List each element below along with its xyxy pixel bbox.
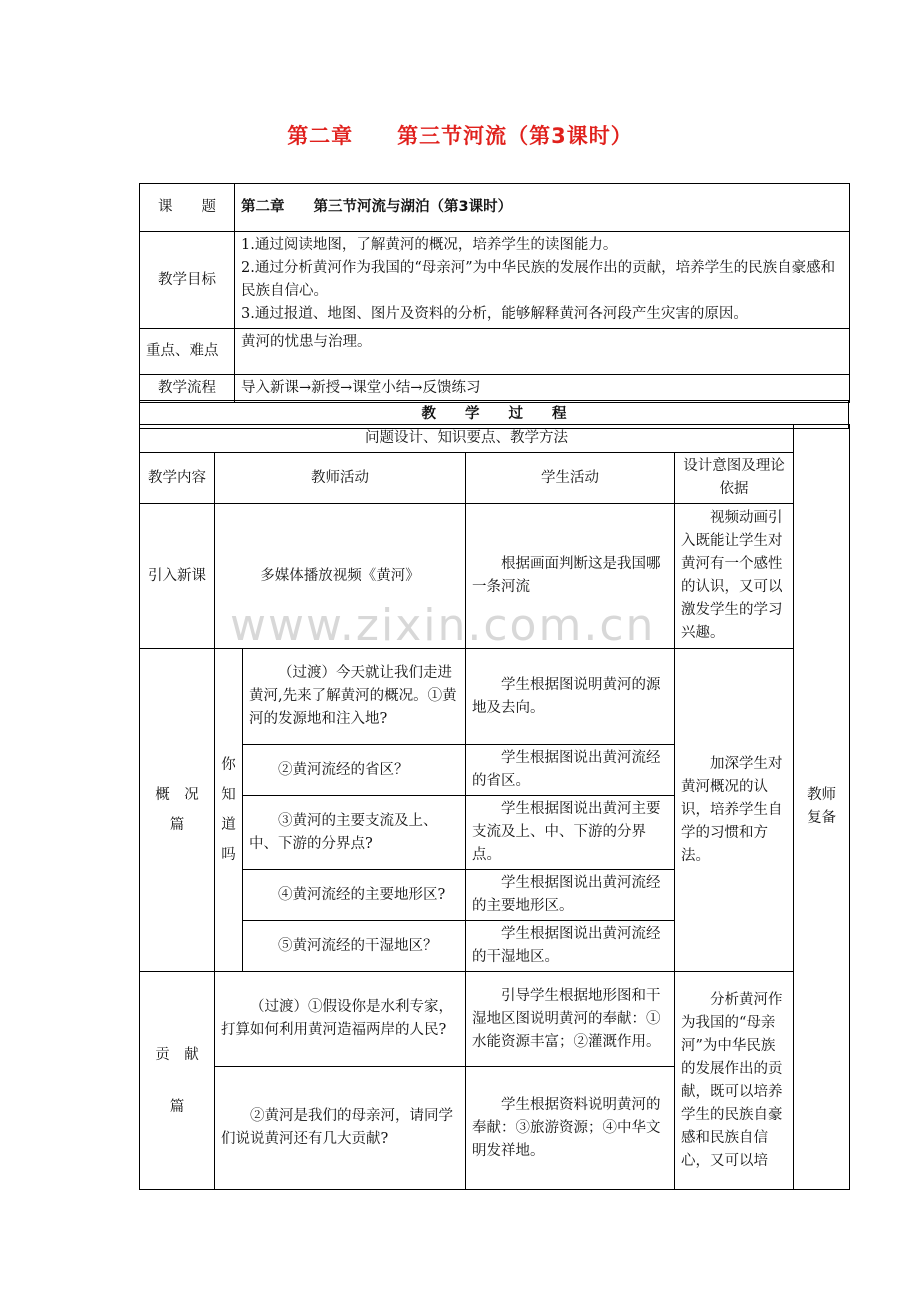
intro-design: 视频动画引入既能让学生对黄河有一个感性的认识，又可以激发学生的学习兴趣。 [675,504,794,649]
overview-student-4: 学生根据图说出黄河流经的主要地形区。 [466,870,675,921]
watermark: www.zixin.com.cn [230,600,656,651]
overview-student-3: 学生根据图说出黄河主要支流及上、中、下游的分界点。 [466,796,675,870]
overview-student-5: 学生根据图说出黄河流经的干湿地区。 [466,921,675,972]
contribution-teacher-2: ②黄河是我们的母亲河，请同学们说说黄河还有几大贡献? [215,1067,466,1190]
overview-teacher-2: ②黄河流经的省区？ [243,745,466,796]
col-design-header: 设计意图及理论依据 [675,453,794,504]
overview-teacher-5: ⑤黄河流经的干湿地区？ [243,921,466,972]
goals-cell [235,232,850,329]
process-heading: 教 学 过 程 [140,401,849,429]
flow-label: 教学流程 [140,375,235,403]
overview-student-1: 学生根据图说明黄河的源地及去向。 [466,649,675,745]
process-table [139,424,850,1190]
goal-1: 1.通过阅读地图，了解黄河的概况，培养学生的读图能力。 [241,237,618,253]
overview-student-2: 学生根据图说出黄河流经的省区。 [466,745,675,796]
flow-value: 导入新课→新授→课堂小结→反馈练习 [235,375,850,403]
overview-label: 概 况 篇 [140,649,215,972]
overview-teacher-4: ④黄河流经的主要地形区? [243,870,466,921]
intro-label: 引入新课 [140,504,215,649]
topic-label: 课 题 [140,184,235,232]
contribution-teacher-1: （过渡）①假设你是水利专家，打算如何利用黄河造福两岸的人民? [215,972,466,1067]
col-content-header: 教学内容 [140,453,215,504]
document-title: 第二章 第三节河流（第3课时） [287,124,633,148]
process-subheading: 问题设计、知识要点、教学方法 [140,425,794,453]
intro-student: 根据画面判断这是我国哪一条河流 [466,504,675,649]
topic-value: 第二章 第三节河流与湖泊（第3课时） [235,184,850,232]
overview-teacher-1: （过渡）今天就让我们走进黄河,先来了解黄河的概况。①黄河的发源地和注入地? [243,649,466,745]
contribution-label: 贡 献 篇 [140,972,215,1190]
overview-sub-label: 你知道吗 [215,649,243,972]
key-value: 黄河的忧患与治理。 [235,329,850,375]
teacher-review-note: 教师复备 [794,425,850,1190]
contribution-student-2: 学生根据资料说明黄河的奉献：③旅游资源；④中华文明发祥地。 [466,1067,675,1190]
contribution-student-1: 引导学生根据地形图和干湿地区图说明黄河的奉献：①水能资源丰富；②灌溉作用。 [466,972,675,1067]
contribution-design: 分析黄河作为我国的“母亲河”为中华民族的发展作出的贡献，既可以培养学生的民族自豪感和民族自信心，又可以培 [675,972,794,1190]
overview-teacher-3: ③黄河的主要支流及上、中、下游的分界点? [243,796,466,870]
intro-teacher: 多媒体播放视频《黄河》 [215,504,466,649]
lesson-info-table [139,183,850,403]
key-label: 重点、难点 [140,329,235,375]
col-teacher-header: 教师活动 [215,453,466,504]
goals-label: 教学目标 [140,232,235,329]
col-student-header: 学生活动 [466,453,675,504]
goal-3: 3.通过报道、地图、图片及资料的分析，能够解释黄河各河段产生灾害的原因。 [241,306,748,322]
goal-2: 2.通过分析黄河作为我国的“母亲河”为中华民族的发展作出的贡献，培养学生的民族自豪感和民族自信心。 [241,260,836,299]
overview-design: 加深学生对黄河概况的认识，培养学生自学的习惯和方法。 [675,649,794,972]
